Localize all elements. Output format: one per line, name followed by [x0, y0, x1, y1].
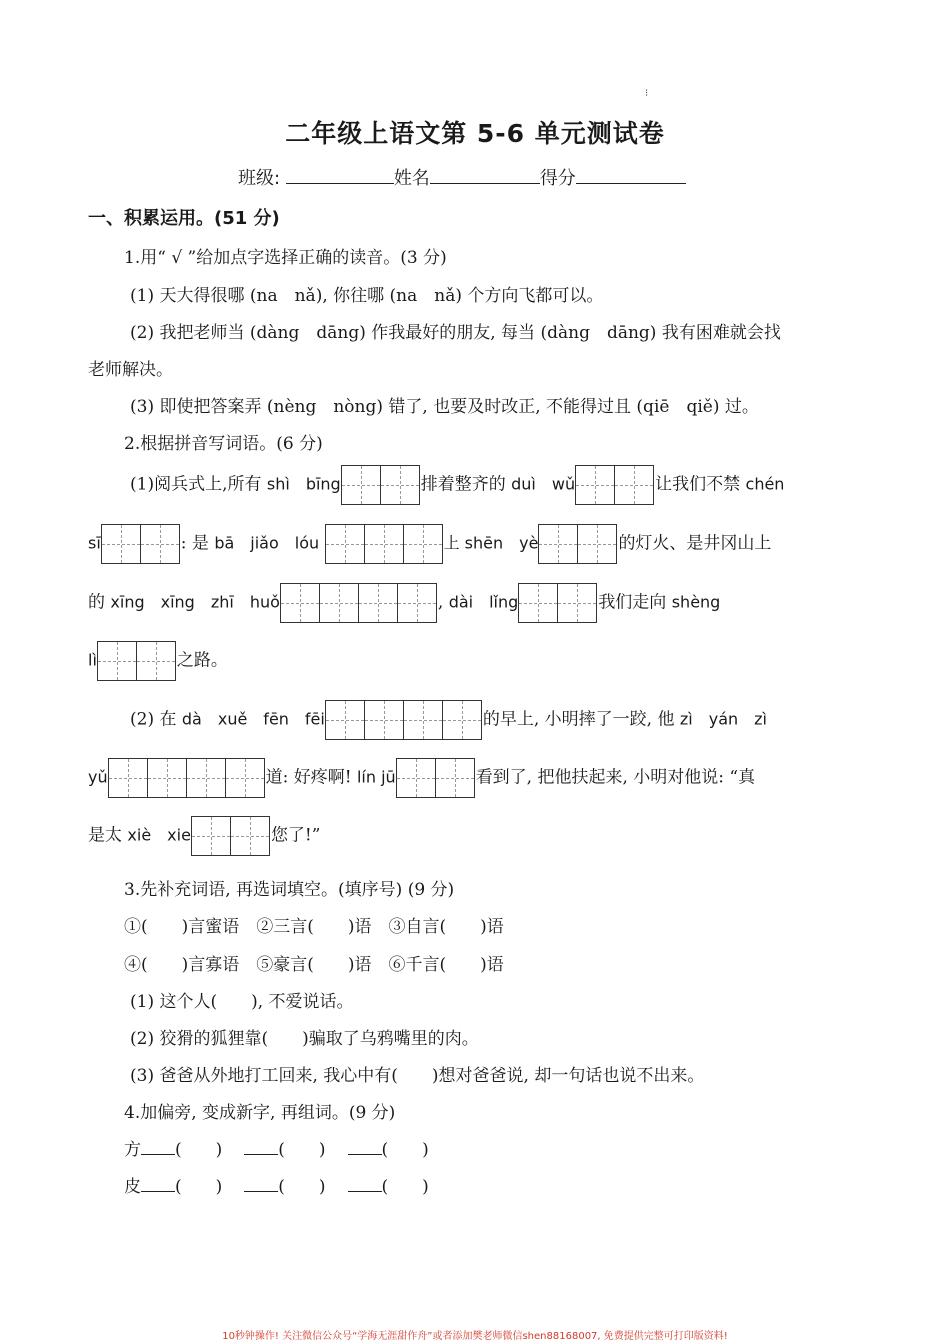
- answer-grid[interactable]: [281, 583, 437, 623]
- char-box[interactable]: [280, 583, 320, 623]
- char-box[interactable]: [442, 700, 482, 740]
- blank[interactable]: [348, 1177, 382, 1192]
- pinyin: dà xuě fēn fēi: [181, 709, 325, 729]
- q2-row-7: [88, 816, 320, 856]
- pinyin: duì wǔ: [511, 474, 576, 494]
- q3-heading: 3.先补充词语, 再选词填空。(填序号) (9 分): [124, 880, 455, 900]
- name-label: 姓名: [393, 168, 430, 189]
- answer-grid[interactable]: [326, 524, 443, 564]
- char-box[interactable]: [518, 583, 558, 623]
- blank[interactable]: [348, 1140, 382, 1155]
- pinyin: chén: [745, 474, 785, 494]
- char-box[interactable]: [577, 524, 617, 564]
- q4-heading: 4.加偏旁, 变成新字, 再组词。(9 分): [124, 1103, 396, 1123]
- blank[interactable]: [141, 1140, 175, 1155]
- char-box[interactable]: [397, 583, 437, 623]
- text: 我们走向: [598, 592, 667, 613]
- q2-row-1: [130, 465, 784, 505]
- base-char: 方: [124, 1140, 141, 1160]
- char-box[interactable]: [358, 583, 398, 623]
- text: 道: 好疼啊!: [265, 767, 352, 788]
- answer-grid[interactable]: [519, 583, 597, 623]
- char-box[interactable]: [136, 641, 176, 681]
- text: (1)阅兵式上,所有: [130, 474, 262, 495]
- pinyin: sī: [88, 533, 101, 553]
- text: 的灯火、是井冈山上: [618, 533, 772, 554]
- text: 的: [88, 592, 105, 613]
- paren: ( ): [175, 1177, 223, 1197]
- char-box[interactable]: [396, 758, 436, 798]
- student-info-line: [238, 164, 686, 190]
- pinyin: lín jū: [356, 767, 396, 787]
- q2-row-5: [130, 700, 767, 740]
- char-box[interactable]: [97, 641, 137, 681]
- pinyin: lì: [88, 650, 97, 670]
- pinyin: xiè xie: [127, 825, 191, 845]
- q2-row-3: [88, 583, 720, 623]
- char-box[interactable]: [538, 524, 578, 564]
- text: 排着整齐的: [420, 474, 506, 495]
- paren: ( ): [381, 1140, 429, 1160]
- paren: ( ): [381, 1177, 429, 1197]
- paren: ( ): [175, 1140, 223, 1160]
- char-box[interactable]: [435, 758, 475, 798]
- text: : 是: [180, 533, 209, 554]
- section-heading: 一、积累运用。(51 分): [88, 208, 280, 229]
- answer-grid[interactable]: [102, 524, 180, 564]
- char-box[interactable]: [341, 465, 381, 505]
- char-box[interactable]: [191, 816, 231, 856]
- answer-grid[interactable]: [397, 758, 475, 798]
- paren: ( ): [278, 1177, 326, 1197]
- pinyin: bā jiǎo lóu: [214, 533, 320, 553]
- answer-grid[interactable]: [342, 465, 420, 505]
- blank[interactable]: [244, 1140, 278, 1155]
- pinyin: yǔ: [88, 767, 108, 787]
- pinyin: dài lǐng: [448, 592, 519, 612]
- q1-line-2-cont: 老师解决。: [88, 360, 173, 380]
- char-box[interactable]: [557, 583, 597, 623]
- q4-row-1: [124, 1135, 429, 1160]
- q3-sentence-3: (3) 爸爸从外地打工回来, 我心中有( )想对爸爸说, 却一句话也说不出来。: [130, 1066, 705, 1086]
- footer-note: 10秒钟操作! 关注微信公众号“学海无涯甜作舟”或者添加樊老师微信shen88168007, 免费提供完整可打印版资料!: [222, 1331, 728, 1342]
- text: 是太: [88, 825, 122, 846]
- q4-row-2: [124, 1172, 429, 1197]
- answer-grid[interactable]: [539, 524, 617, 564]
- blank[interactable]: [141, 1177, 175, 1192]
- pinyin: shèng: [671, 592, 721, 612]
- char-box[interactable]: [230, 816, 270, 856]
- char-box[interactable]: [325, 700, 365, 740]
- text: 之路。: [176, 650, 228, 671]
- answer-grid[interactable]: [576, 465, 654, 505]
- score-blank[interactable]: [576, 165, 686, 184]
- text: 看到了, 把他扶起来, 小明对他说: “真: [475, 767, 756, 788]
- page-title: 二年级上语文第 5-6 单元测试卷: [285, 119, 665, 148]
- char-box[interactable]: [364, 700, 404, 740]
- class-blank[interactable]: [286, 165, 394, 184]
- pinyin: xīng xīng zhī huǒ: [110, 592, 280, 612]
- blank[interactable]: [244, 1177, 278, 1192]
- text: (2) 在: [130, 709, 177, 730]
- score-label: 得分: [539, 168, 576, 189]
- char-box[interactable]: [403, 524, 443, 564]
- char-box[interactable]: [325, 524, 365, 564]
- text: ,: [437, 592, 444, 613]
- char-box[interactable]: [319, 583, 359, 623]
- paren: ( ): [278, 1140, 326, 1160]
- char-box[interactable]: [186, 758, 226, 798]
- answer-grid[interactable]: [326, 700, 482, 740]
- q3-options-row-2: ④( )言寡语 ⑤豪言( )语 ⑥千言( )语: [124, 955, 504, 975]
- q1-line-2: (2) 我把老师当 (dàng dāng) 作我最好的朋友, 每当 (dàng dāng) 我有困难就会找: [130, 323, 781, 343]
- q1-heading: 1.用“ √ ”给加点字选择正确的读音。(3 分): [124, 248, 447, 268]
- q2-row-4: [88, 641, 228, 681]
- answer-grid[interactable]: [192, 816, 270, 856]
- q3-options-row-1: ①( )言蜜语 ②三言( )语 ③自言( )语: [124, 917, 504, 937]
- pinyin: zì yán zì: [679, 709, 767, 729]
- char-box[interactable]: [147, 758, 187, 798]
- text: 您了!”: [270, 825, 321, 846]
- char-box[interactable]: [101, 524, 141, 564]
- pinyin: shì bīng: [266, 474, 341, 494]
- char-box[interactable]: [364, 524, 404, 564]
- name-blank[interactable]: [430, 165, 540, 184]
- base-char: 皮: [124, 1177, 141, 1197]
- char-box[interactable]: [140, 524, 180, 564]
- char-box[interactable]: [225, 758, 265, 798]
- q2-row-6: [88, 758, 755, 798]
- answer-grid[interactable]: [109, 758, 265, 798]
- char-box[interactable]: [575, 465, 615, 505]
- char-box[interactable]: [614, 465, 654, 505]
- char-box[interactable]: [108, 758, 148, 798]
- char-box[interactable]: [380, 465, 420, 505]
- margin-mark: ⁝: [645, 88, 649, 99]
- pinyin: 上 shēn yè: [443, 533, 539, 553]
- text: 让我们不禁: [655, 474, 741, 495]
- q3-sentence-2: (2) 狡猾的狐狸靠( )骗取了乌鸦嘴里的肉。: [130, 1029, 479, 1049]
- text: 的早上, 小明摔了一跤, 他: [482, 709, 675, 730]
- q1-line-1: (1) 天大得很哪 (na nǎ), 你往哪 (na nǎ) 个方向飞都可以。: [130, 286, 604, 306]
- answer-grid[interactable]: [98, 641, 176, 681]
- q2-heading: 2.根据拼音写词语。(6 分): [124, 434, 323, 454]
- q3-sentence-1: (1) 这个人( ), 不爱说话。: [130, 992, 354, 1012]
- class-label: 班级:: [238, 168, 281, 189]
- q1-line-3: (3) 即使把答案弄 (nèng nòng) 错了, 也要及时改正, 不能得过且 (qiē qiě) 过。: [130, 397, 759, 417]
- char-box[interactable]: [403, 700, 443, 740]
- q2-row-2: [88, 524, 771, 564]
